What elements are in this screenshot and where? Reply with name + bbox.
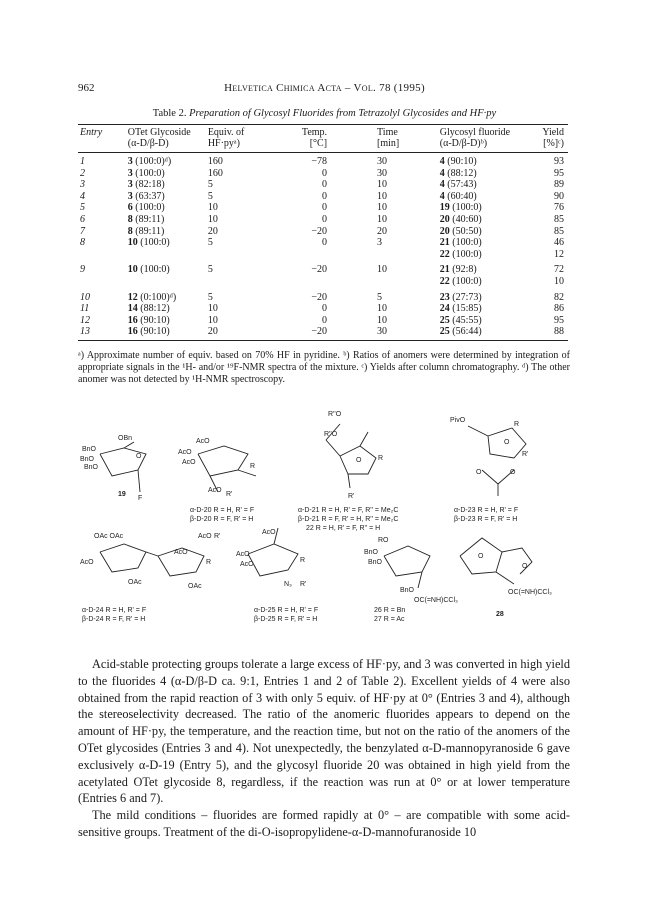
cell-equiv: 5 [207,264,213,276]
svg-text:R': R' [226,491,233,498]
cell-entry [78,276,120,288]
cell-fluoride: 4 (57:43) [439,179,477,191]
cell-otet: 16 (90:10) [127,314,170,326]
header-fluoride: Glycosyl fluoride (α-D/β-D)ᵇ) [430,125,528,153]
table-row [78,153,568,168]
table-row [78,315,568,327]
svg-text:BnO: BnO [80,456,95,463]
cell-equiv: 10 [207,202,218,214]
table-row [78,260,568,276]
label-20b: β-D-20 R = F, R' = H [190,516,254,523]
table-body [78,153,568,341]
cell-otet: 6 (100:0) [127,202,165,214]
cell-yield: 10 [554,275,564,287]
cell-yield: 86 [554,303,564,315]
cell-otet: 12 (0:100)ᵈ) [127,291,177,303]
cell-entry: 4 [80,190,85,202]
svg-text:OAc: OAc [128,579,142,586]
table-caption-prefix: Table 2. [152,108,187,119]
cell-equiv: 5 [207,190,213,202]
cell-otet: 3 (100:0) [127,167,165,179]
cell-fluoride: 23 (27:73) [439,291,482,303]
table-row [78,303,568,315]
cell-yield: 85 [554,213,564,225]
svg-text:OBn: OBn [118,435,133,442]
svg-text:O: O [356,457,362,464]
table-row [78,326,568,340]
cell-temp: −20 [266,326,357,340]
svg-text:BnO: BnO [400,587,415,594]
cell-fluoride: 22 (100:0) [439,275,482,287]
cell-temp: 0 [322,179,328,191]
svg-text:R: R [206,559,212,566]
cell-fluoride: 25 (45:55) [439,314,482,326]
cell-temp [266,276,357,288]
svg-text:R''O: R''O [324,431,338,438]
svg-text:AcO: AcO [208,487,222,494]
cell-fluoride: 19 (100:0) [439,202,482,214]
cell-yield: 72 [554,264,564,276]
cell-temp: 0 [322,190,328,202]
cell-otet: 16 (90:10) [120,326,202,340]
label-25a: α-D-25 R = H, R' = F [254,607,319,614]
svg-text:AcO: AcO [174,549,188,556]
cell-temp: −78 [311,156,328,167]
svg-text:AcO: AcO [182,459,196,466]
cell-entry [78,249,120,261]
cell-time: 30 [357,326,430,340]
svg-text:AcO: AcO [240,561,254,568]
table-row [78,179,568,191]
cell-equiv: 10 [207,314,218,326]
cell-equiv: 10 [207,213,218,225]
svg-text:R: R [250,463,256,470]
cell-equiv: 5 [207,179,213,191]
svg-text:AcO: AcO [236,551,250,558]
cell-yield: 93 [554,156,564,167]
cell-time: 10 [377,213,388,225]
cell-time: 10 [377,303,388,315]
cell-time: 30 [377,167,388,179]
table-row [78,249,568,261]
svg-text:O: O [136,453,142,460]
table-caption [78,108,571,119]
cell-temp: 0 [322,167,328,179]
cell-time: 10 [377,190,388,202]
table-footnotes: ᵃ) Approximate number of equiv. based on 70% HF in pyridine. ᵇ) Ratios of anomers were determined by integration of appropriate signals in the ¹H- and/or ¹⁹F-NMR spectra of the mixture. ᶜ) Yields after column chromatography. ᵈ) The other anomer was not detected by ¹H-NMR spectroscopy. [78,350,570,385]
cell-temp: 0 [322,202,328,214]
cell-time: 5 [377,291,383,303]
cell-entry: 11 [80,303,90,315]
cell-yield: 76 [554,202,564,214]
label-21a: α-D-21 R = H, R' = F, R'' = Me₂C [298,507,399,514]
cell-yield: 46 [554,237,564,249]
svg-text:OAc: OAc [188,583,202,590]
svg-text:R: R [300,557,306,564]
cell-temp [266,249,357,261]
svg-text:O: O [522,563,528,570]
table-row [78,202,568,214]
cell-equiv: 160 [207,156,223,167]
table-caption-title: Preparation of Glycosyl Fluorides from Tetrazolyl Glycosides and HF·py [189,108,497,119]
cell-time: 10 [377,314,388,326]
cell-yield: 89 [554,179,564,191]
label-20a: α-D-20 R = H, R' = F [190,507,255,514]
cell-time: 3 [377,237,383,249]
svg-text:R': R' [348,493,355,500]
ring-25 [248,544,298,576]
svg-text:R: R [514,421,520,428]
cell-time: 10 [377,202,388,214]
label-19: 19 [118,491,126,498]
cell-entry: 5 [80,202,85,214]
cell-temp: 0 [322,303,328,315]
cell-otet: 14 (88:12) [127,303,170,315]
svg-text:OAc OAc: OAc OAc [94,533,124,540]
svg-text:AcO: AcO [178,449,192,456]
journal-title: Helvetica Chimica Acta – Vol. 78 (1995) [224,82,425,94]
table-row [78,226,568,238]
svg-text:R': R' [522,451,529,458]
svg-text:O: O [510,469,516,476]
label-23b: β-D-23 R = F, R' = H [454,516,518,523]
cell-otet: 3 (82:18) [127,179,165,191]
cell-equiv: 20 [202,326,266,340]
svg-text:BnO: BnO [84,464,99,471]
cell-time [357,276,430,288]
cell-otet: 8 (89:11) [127,213,165,225]
label-24b: β-D-24 R = F, R' = H [82,616,146,623]
label-25b: β-D-25 R = F, R' = H [254,616,318,623]
cell-equiv: 160 [207,167,223,179]
cell-equiv: 5 [207,237,213,249]
table-row [78,168,568,180]
cell-otet: 8 (89:11) [127,225,165,237]
svg-text:OC(=NH)CCl₃: OC(=NH)CCl₃ [414,597,458,604]
header-yield: Yield [%]ᶜ) [527,125,568,153]
cell-yield: 88 [527,326,568,340]
svg-text:AcO: AcO [196,438,210,445]
cell-temp: −20 [311,291,328,303]
cell-fluoride: 4 (88:12) [439,167,477,179]
body-paragraph-1: Acid-stable protecting groups tolerate a large excess of HF·py, and 3 was converted in high yield to the fluorides 4 (α-D/β-D ca. 9:1, Entries 1 and 2 of Table 2). Excellent yields of 4 were also obtained from the rapid reaction of 3 with only 5 equiv. of HF·py at 0° (Entries 3 and 4), although the stereoselectivity decreased. The ratio of the anomeric fluorides appears to depend on the amount of HF·py, the temperature, and the reaction time, but not on the ratio of the anomers of the OTet glycosides (Entries 3 and 4). Not unexpectedly, the benzylated α-D-mannopyranoside 6 gave exclusively α-D-19 (Entry 5), and the glycosyl fluoride 20 was obtained in high yield from the acetylated OTet glycoside 8, regardless, if the reaction was run at 0° or at lower temperature (Entries 6 and 7). [78,657,570,806]
cell-otet: 3 (100:0)ᵈ) [127,156,172,167]
cell-otet: 3 (63:37) [127,190,165,202]
label-28: 28 [496,611,504,618]
page-header [78,82,571,98]
cell-time: 20 [377,225,388,237]
label-24a: α-D-24 R = H, R' = F [82,607,147,614]
ring-20 [198,446,248,476]
cell-yield: 82 [554,291,564,303]
cell-otet [120,276,202,288]
svg-text:AcO: AcO [198,533,212,540]
cell-yield: 90 [554,190,564,202]
cell-fluoride: 22 (100:0) [439,248,482,260]
cell-time: 30 [377,156,388,167]
cell-time: 10 [377,179,388,191]
cell-entry: 3 [80,179,85,191]
label-27: 27 R = Ac [374,616,405,623]
cell-fluoride: 21 (92:8) [439,264,477,276]
svg-text:BnO: BnO [82,446,97,453]
cell-equiv: 20 [207,225,218,237]
table-row [78,276,568,288]
header-temp: Temp. [°C] [266,125,357,153]
cell-entry: 10 [80,291,90,303]
page-number: 962 [78,82,95,94]
table-row [78,237,568,249]
svg-text:R': R' [214,533,221,540]
table-row [78,191,568,203]
svg-text:N₃: N₃ [284,581,292,588]
cell-equiv [202,249,266,261]
header-otet: OTet Glycoside (α-D/β-D) [120,125,202,153]
cell-temp: 0 [322,314,328,326]
svg-text:OC(=NH)CCl₃: OC(=NH)CCl₃ [508,589,552,596]
svg-text:R''O: R''O [328,411,342,418]
svg-text:PivO: PivO [450,417,466,424]
cell-entry: 12 [80,314,90,326]
label-21b: β-D-21 R = F, R' = H, R'' = Me₂C [298,516,399,523]
cell-time [357,249,430,261]
svg-text:O: O [476,469,482,476]
svg-text:R: R [378,455,384,462]
label-26: 26 R = Bn [374,607,406,614]
ring-24a [100,544,146,572]
cell-entry: 8 [80,237,85,249]
cell-otet: 10 (100:0) [127,237,170,249]
cell-equiv: 10 [207,303,218,315]
cell-entry: 13 [78,326,120,340]
table-row [78,214,568,226]
cell-entry: 7 [80,225,85,237]
header-equiv: Equiv. of HF·pyᵃ) [202,125,266,153]
table-row [78,288,568,304]
cell-entry: 1 [80,156,85,167]
svg-text:BnO: BnO [368,559,383,566]
svg-text:O: O [478,553,484,560]
body-paragraph-2: The mild conditions – fluorides are formed rapidly at 0° – are compatible with some acid-sensitive groups. Treatment of the di-O-isopropylidene-α-D-mannofuranoside 10 [78,808,570,839]
cell-time: 10 [377,264,388,276]
cell-temp: 0 [322,213,328,225]
cell-temp: −20 [311,225,328,237]
svg-text:AcO: AcO [262,529,276,536]
svg-text:R': R' [300,581,307,588]
svg-text:F: F [138,495,143,502]
label-22: 22 R = H, R' = F, R'' = H [306,525,381,532]
cell-fluoride: 20 (50:50) [439,225,482,237]
cell-yield: 95 [554,314,564,326]
cell-entry: 9 [80,264,85,276]
cell-entry: 6 [80,213,85,225]
ring-26 [384,546,430,576]
svg-text:RO: RO [378,537,389,544]
header-entry: Entry [78,125,120,153]
table-header-row [78,125,568,153]
cell-otet [120,249,202,261]
cell-fluoride: 4 (90:10) [439,156,477,167]
cell-fluoride: 24 (15:85) [439,303,482,315]
cell-equiv: 5 [207,291,213,303]
cell-temp: 0 [322,237,328,249]
cell-otet: 10 (100:0) [127,264,170,276]
cell-yield: 85 [554,225,564,237]
svg-text:AcO: AcO [80,559,94,566]
cell-equiv [202,276,266,288]
cell-entry: 2 [80,167,85,179]
label-23a: α-D-23 R = H, R' = F [454,507,519,514]
cell-temp: −20 [311,264,328,276]
cell-fluoride: 21 (100:0) [439,237,482,249]
cell-yield: 12 [554,248,564,260]
cell-yield: 95 [554,167,564,179]
svg-text:O: O [504,439,510,446]
cell-fluoride: 4 (60:40) [439,190,477,202]
header-time: Time [min] [357,125,430,153]
cell-fluoride: 25 (56:44) [430,326,528,340]
svg-text:BnO: BnO [364,549,379,556]
body-text [78,656,570,841]
structure-scheme [78,388,570,640]
results-table [78,124,568,341]
cell-fluoride: 20 (40:60) [439,213,482,225]
